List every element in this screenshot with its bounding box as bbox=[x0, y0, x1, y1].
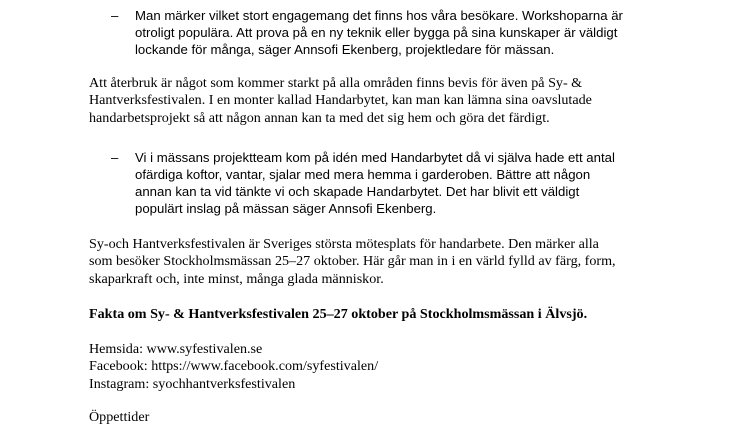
quote-line: ofärdiga koftor, vantar, sjalar med mera hemma i garderoben. Bättre att någon bbox=[135, 167, 591, 182]
paragraph-line: Sy-och Hantverksfestivalen är Sveriges största mötesplats för handarbete. Den märker alla bbox=[89, 236, 599, 252]
quote-line: annan kan ta vid tänkte vi och skapade Handarbytet. Det har blivit ett väldigt bbox=[135, 184, 580, 199]
paragraph-line: Hantverksfestivalen. I en monter kallad Handarbytet, kan man kan lämna sina oavslutade bbox=[89, 92, 592, 109]
quote-line: Man märker vilket stort engagemang det finns hos våra besökare. Workshoparna är bbox=[135, 8, 623, 23]
facts-heading: Fakta om Sy- & Hantverksfestivalen 25–27 oktober på Stockholmsmässan i Älvsjö. bbox=[89, 306, 588, 322]
quote-dash: – bbox=[111, 8, 119, 23]
quote-ekenberg-workshops bbox=[111, 7, 711, 62]
contact-links bbox=[89, 341, 378, 393]
quote-dash: – bbox=[111, 150, 119, 165]
paragraph-line: handarbetsprojekt så att någon annan kan ta med det sig hem och göra det färdigt. bbox=[89, 109, 550, 126]
quote-ekenberg-handarbytet bbox=[111, 149, 711, 221]
quote-line: lockande för många, säger Annsofi Ekenberg, projektledare för mässan. bbox=[135, 42, 555, 57]
paragraph-line: Att återbruk är något som kommer starkt på alla områden finns bevis för även på Sy- & bbox=[89, 75, 583, 91]
quote-line: populärt inslag på mässan säger Annsofi Ekenberg. bbox=[135, 201, 437, 216]
quote-line: otroligt populära. Att prova på en ny teknik eller bygga på sina kunskaper är väldigt bbox=[135, 25, 618, 40]
paragraph-line: skaparkraft och, inte minst, många glada människor. bbox=[89, 270, 384, 287]
opening-hours-heading: Öppettider bbox=[89, 409, 150, 425]
quote-line: Vi i mässans projektteam kom på idén med Handarbytet då vi själva hade ett antal bbox=[135, 150, 615, 165]
instagram-link[interactable]: Instagram: syochhantverksfestivalen bbox=[89, 375, 296, 392]
facebook-link[interactable]: Facebook: https://www.facebook.com/syfestivalen/ bbox=[89, 358, 379, 375]
website-link[interactable]: Hemsida: www.syfestivalen.se bbox=[89, 341, 263, 357]
paragraph-aterbruk bbox=[89, 75, 592, 127]
paragraph-motesplats bbox=[89, 236, 616, 288]
paragraph-line: som besöker Stockholmsmässan 25–27 oktober. Här går man in i en värld fylld av färg, form, bbox=[89, 253, 616, 270]
